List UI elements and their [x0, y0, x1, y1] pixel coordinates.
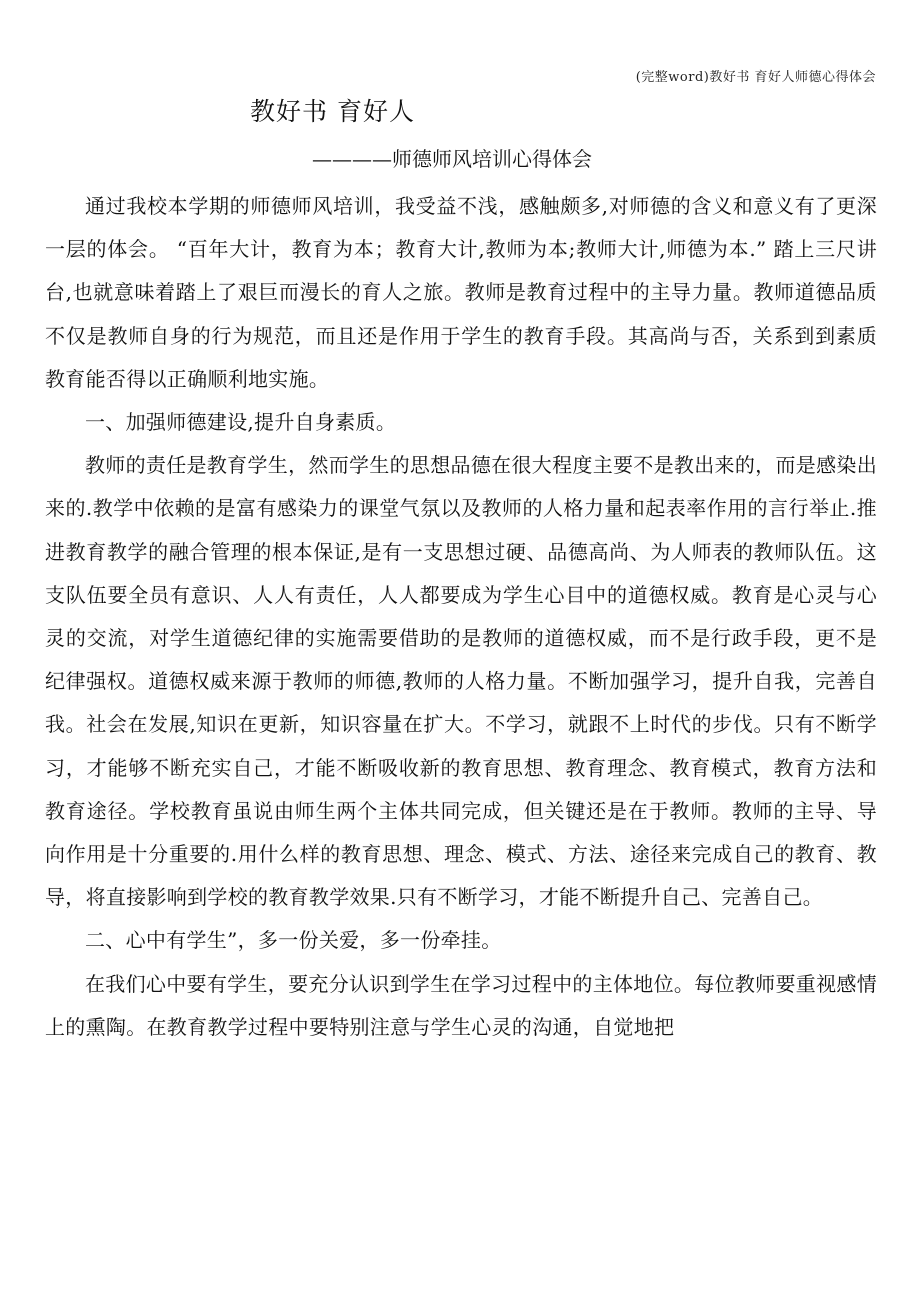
document-body	[45, 185, 877, 1049]
document-subtitle: ————师德师风培训心得体会	[312, 147, 592, 171]
paragraph-section-1: 教师的责任是教育学生，然而学生的思想品德在很大程度主要不是教出来的，而是感染出来的.教学中依赖的是富有感染力的课堂气氛以及教师的人格力量和起表率作用的言行举止.推进教育教学的融合管理的根本保证,是有一支思想过硬、品德高尚、为人师表的教师队伍。这支队伍要全员有意识、人人有责任，人人都要成为学生心目中的道德权威。教育是心灵与心灵的交流，对学生道德纪律的实施需要借助的是教师的道德权威，而不是行政手段，更不是纪律强权。道德权威来源于教师的师德,教师的人格力量。不断加强学习，提升自我，完善自我。社会在发展,知识在更新，知识容量在扩大。不学习，就跟不上时代的步伐。只有不断学习，才能够不断充实自己，才能不断吸收新的教育思想、教育理念、教育模式，教育方法和教育途径。学校教育虽说由师生两个主体共同完成，但关键还是在于教师。教师的主导、导向作用是十分重要的.用什么样的教育思想、理念、模式、方法、途径来完成自己的教育、教导，将直接影响到学校的教育教学效果.只有不断学习，才能不断提升自己、完善自己。	[45, 453, 877, 910]
section-heading-1: 一、加强师德建设,提升自身素质。	[85, 410, 397, 435]
section-heading-2: 二、心中有学生”，多一份关爱，多一份牵挂。	[85, 928, 502, 953]
paragraph-intro: 通过我校本学期的师德师风培训，我受益不浅，感触颇多,对师德的含义和意义有了更深一层的体会。 “百年大计，教育为本；教育大计,教师为本;教师大计,师德为本.” 踏上三尺讲台,也就意味着踏上了艰巨而漫长的育人之旅。教师是教育过程中的主导力量。教师道德品质不仅是教师自身的行为规范，而且还是作用于学生的教育手段。其高尚与否，关系到到素质教育能否得以正确顺利地实施。	[45, 194, 877, 391]
running-header: (完整word)教好书 育好人师德心得体会	[635, 70, 876, 85]
paragraph-section-2: 在我们心中要有学生，要充分认识到学生在学习过程中的主体地位。每位教师要重视感情上的熏陶。在教育教学过程中要特别注意与学生心灵的沟通，自觉地把	[45, 971, 877, 1039]
document-title: 教好书 育好人	[250, 97, 415, 126]
